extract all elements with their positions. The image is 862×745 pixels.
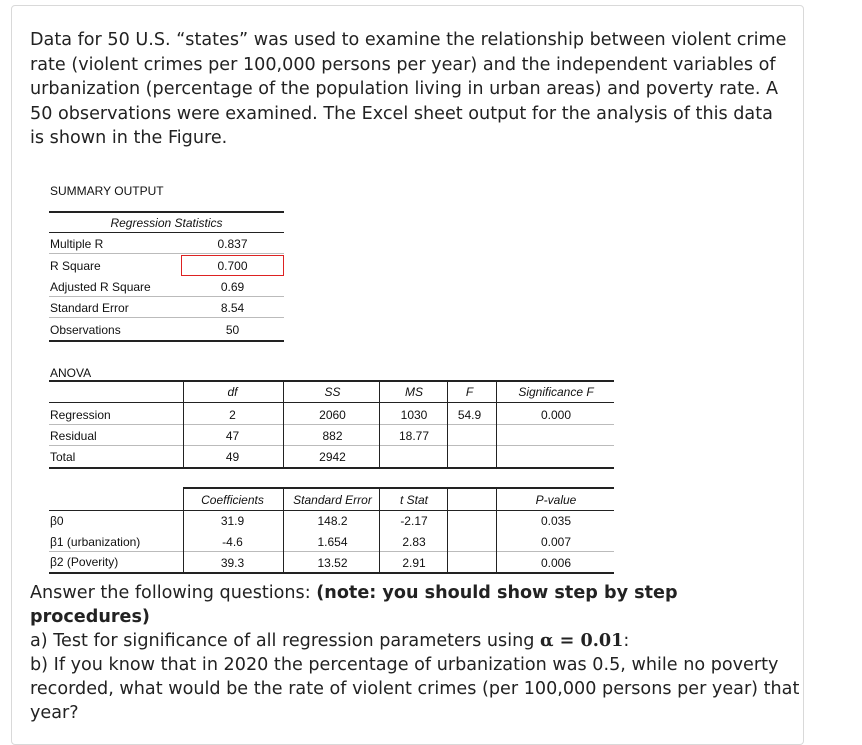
anova-cell: 49: [225, 450, 240, 464]
reg-stats-top-rule: [49, 211, 284, 213]
anova-header-f: F: [465, 385, 474, 399]
anova-header-rule: [49, 402, 614, 403]
coef-cell: 0.006: [540, 556, 572, 570]
coef-cell: 31.9: [220, 514, 245, 528]
col-divider: [379, 381, 380, 467]
anova-header-sigf: Significance F: [518, 385, 594, 399]
coef-row-label: β2 (Poverity): [50, 555, 119, 569]
col-divider: [496, 488, 497, 572]
anova-cell: 47: [225, 429, 240, 443]
reg-stats-header: Regression Statistics: [110, 216, 223, 230]
reg-stat-label: R Square: [50, 259, 101, 273]
coef-cell: 39.3: [220, 556, 245, 570]
questions-lead-text: Answer the following questions:: [30, 583, 317, 603]
coef-top-rule: [183, 487, 614, 489]
questions-lead: [30, 581, 800, 629]
reg-stat-label: Adjusted R Square: [50, 280, 151, 294]
coef-cell: 13.52: [317, 556, 348, 570]
col-divider: [183, 381, 184, 467]
question-a-suffix: :: [623, 631, 630, 651]
anova-bottom-rule: [49, 467, 614, 469]
col-divider: [447, 381, 448, 467]
anova-cell: 2942: [319, 450, 346, 464]
col-divider: [496, 381, 497, 467]
coef-header-t-stat: t Stat: [399, 493, 428, 507]
anova-top-rule: [49, 380, 614, 382]
coef-header-p-value: P-value: [535, 493, 577, 507]
anova-row-label: Total: [50, 450, 76, 464]
coef-cell: -4.6: [222, 535, 243, 549]
alpha-value: α = 0.01: [540, 630, 624, 651]
reg-stats-bottom-rule: [49, 340, 284, 342]
question-b: b) If you know that in 2020 the percentage of urbanization was 0.5, while no poverty recorded, what would be the rate of violent crimes (per 100,000 persons per year) that year?: [30, 655, 800, 723]
row-rule: [49, 424, 614, 425]
row-rule: [49, 445, 614, 446]
question-a: [30, 629, 800, 653]
reg-stat-label: Standard Error: [50, 301, 129, 315]
col-divider: [283, 488, 284, 572]
problem-intro-text: Data for 50 U.S. “states” was used to examine the relationship between violent crime rate (violent crimes per 100,000 persons per year) and the independent variables of urbanization (percentage of the population living in urban areas) and poverty rate. A 50 observations were examined. The Excel sheet output for the analysis of this data is shown in the Figure.: [30, 30, 787, 148]
anova-cell: 1030: [400, 408, 428, 422]
anova-header-ms: MS: [405, 385, 423, 399]
summary-output-title: SUMMARY OUTPUT: [50, 184, 164, 198]
reg-stat-label: Multiple R: [50, 237, 104, 251]
excel-summary-output: [45, 175, 620, 573]
coef-cell: 148.2: [317, 514, 348, 528]
coef-cell: -2.17: [400, 514, 428, 528]
anova-cell: 882: [322, 429, 343, 443]
coef-header-coefficients: Coefficients: [201, 493, 264, 507]
col-divider: [447, 488, 448, 572]
coef-cell: 1.654: [317, 535, 348, 549]
anova-title: ANOVA: [50, 366, 92, 380]
reg-stat-value: 50: [225, 323, 240, 337]
questions-lead-note: (note: you should show step by step procedures): [30, 583, 678, 627]
questions-block: [30, 581, 800, 725]
reg-stat-value: 8.54: [220, 301, 245, 315]
anova-cell: 2060: [319, 408, 346, 422]
reg-stat-value: 0.837: [217, 237, 248, 251]
coef-row-label: β1 (urbanization): [50, 535, 141, 549]
anova-header-ss: SS: [324, 385, 341, 399]
row-rule: [49, 317, 284, 318]
reg-stat-label: Observations: [50, 323, 121, 337]
coef-row-label: β0: [50, 514, 64, 528]
coef-header-standard-error: Standard Error: [293, 493, 372, 507]
anova-header-df: df: [227, 385, 238, 399]
coef-header-rule: [49, 510, 614, 511]
coef-cell: 2.83: [402, 535, 426, 549]
anova-row-label: Regression: [50, 408, 111, 422]
anova-cell: 2: [229, 408, 236, 422]
col-divider: [283, 381, 284, 467]
r-square-highlight-box: [181, 255, 284, 276]
row-rule: [49, 551, 614, 552]
coef-cell: 2.91: [402, 556, 426, 570]
question-a-text: a) Test for significance of all regression parameters using: [30, 631, 540, 651]
anova-row-label: Residual: [50, 429, 97, 443]
col-divider: [183, 488, 184, 572]
anova-cell: 0.000: [540, 408, 572, 422]
coef-cell: 0.035: [540, 514, 572, 528]
reg-stats-header-rule: [49, 232, 284, 233]
coef-cell: 0.007: [540, 535, 572, 549]
col-divider: [379, 488, 380, 572]
coef-bottom-rule: [49, 572, 614, 574]
row-rule: [49, 253, 284, 254]
reg-stat-value: 0.700: [217, 259, 248, 273]
anova-cell: 54.9: [457, 408, 482, 422]
row-rule: [49, 296, 284, 297]
anova-cell: 18.77: [398, 429, 430, 443]
reg-stat-value: 0.69: [220, 280, 245, 294]
